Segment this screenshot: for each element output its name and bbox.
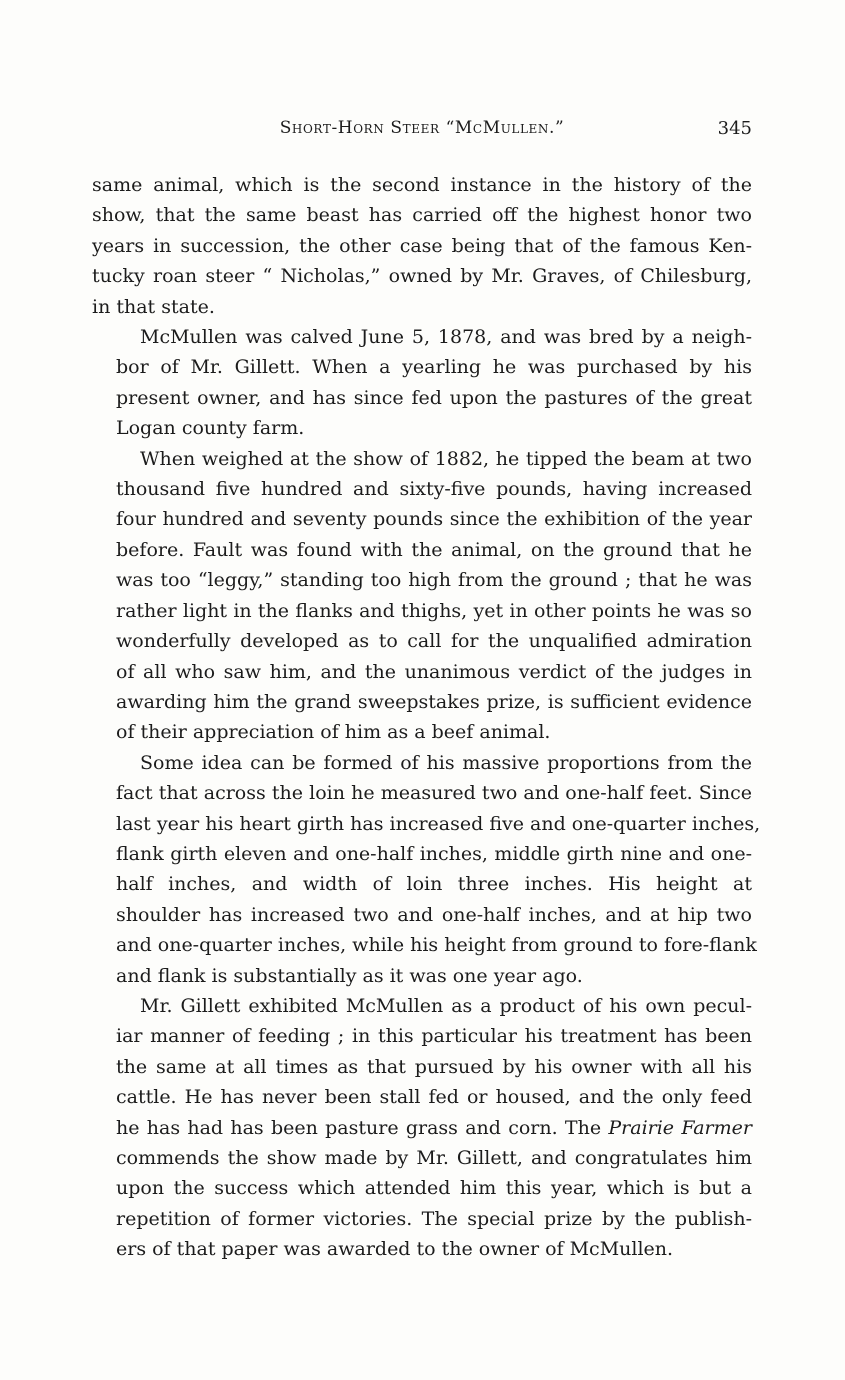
text-line: of their appreciation of him as a beef animal. <box>116 721 551 744</box>
text-line: and one-quarter inches, while his height from ground to fore-flank <box>116 934 757 957</box>
text-line: fact that across the loin he measured two and one-half feet. Since <box>116 782 752 805</box>
text-line: Some idea can be formed of his massive proportions from the <box>140 751 752 774</box>
text-line: upon the success which attended him this year, which is but a <box>116 1177 752 1200</box>
text-line: commends the show made by Mr. Gillett, and congratulates him <box>116 1147 752 1169</box>
text-line: ers of that paper was awarded to the owner of McMullen. <box>116 1238 674 1261</box>
text-line: the same at all times as that pursued by his owner with all his <box>116 1055 752 1078</box>
text-line: four hundred and seventy pounds since the exhibition of the year <box>116 508 752 531</box>
text-line: of all who saw him, and the unanimous verdict of the judges in <box>116 660 752 683</box>
text-line: before. Fault was found with the animal, on the ground that he <box>116 538 752 561</box>
text-line: wonderfully developed as to call for the unqualified admiration <box>116 630 752 653</box>
paragraph-3 <box>92 444 752 748</box>
paragraph-5 <box>92 991 752 1265</box>
text-line: When weighed at the show of 1882, he tipped the beam at two <box>140 447 752 470</box>
text-line: iar manner of feeding ; in this particular his treatment has been <box>116 1025 752 1048</box>
paragraph-2 <box>92 322 752 444</box>
text-line: and flank is substantially as it was one year ago. <box>116 964 583 987</box>
text-line: awarding him the grand sweepstakes prize, is sufficient evidence <box>116 690 752 713</box>
text-line: years in succession, the other case being that of the famous Ken- <box>92 234 752 257</box>
text-line: tucky roan steer “ Nicholas,” owned by Mr. Graves, of Chilesburg, <box>92 265 752 288</box>
text-fragment: he has had has been pasture grass and corn. The <box>116 1116 609 1139</box>
text-line: last year his heart girth has increased five and one-quarter inches, <box>116 812 761 835</box>
page-number: 345 <box>717 118 752 139</box>
text-line: half inches, and width of loin three inches. His height at <box>116 873 752 896</box>
text-line: Logan county farm. <box>116 417 305 440</box>
text-line: flank girth eleven and one-half inches, middle girth nine and one- <box>116 842 752 865</box>
text-line: bor of Mr. Gillett. When a yearling he was purchased by his <box>116 356 752 379</box>
text-line: shoulder has increased two and one-half inches, and at hip two <box>116 903 752 926</box>
text-line: McMullen was calved June 5, 1878, and was bred by a neigh- <box>140 326 752 349</box>
journal-title: Prairie Farmer <box>608 1116 752 1139</box>
text-line-with-title <box>92 1113 752 1143</box>
running-title: Short-Horn Steer “McMullen.” <box>279 118 565 138</box>
text-line: was too “leggy,” standing too high from the ground ; that he was <box>116 569 752 592</box>
running-head <box>92 118 752 144</box>
text-line: same animal, which is the second instance in the history of the <box>92 174 752 196</box>
text-line: repetition of former victories. The special prize by the publish- <box>116 1207 752 1230</box>
text-line: Mr. Gillett exhibited McMullen as a product of his own pecul- <box>140 994 752 1017</box>
text-line: show, that the same beast has carried off the highest honor two <box>92 204 752 227</box>
text-line: cattle. He has never been stall fed or housed, and the only feed <box>116 1086 752 1109</box>
text-line: in that state. <box>92 295 215 318</box>
text-line: thousand five hundred and sixty-five pounds, having increased <box>116 478 752 501</box>
paragraph-4 <box>92 748 761 991</box>
text-line: rather light in the flanks and thighs, yet in other points he was so <box>116 599 752 622</box>
body-text <box>92 170 761 1265</box>
text-line: present owner, and has since fed upon the pastures of the great <box>116 386 752 409</box>
paragraph-1 <box>92 170 752 322</box>
